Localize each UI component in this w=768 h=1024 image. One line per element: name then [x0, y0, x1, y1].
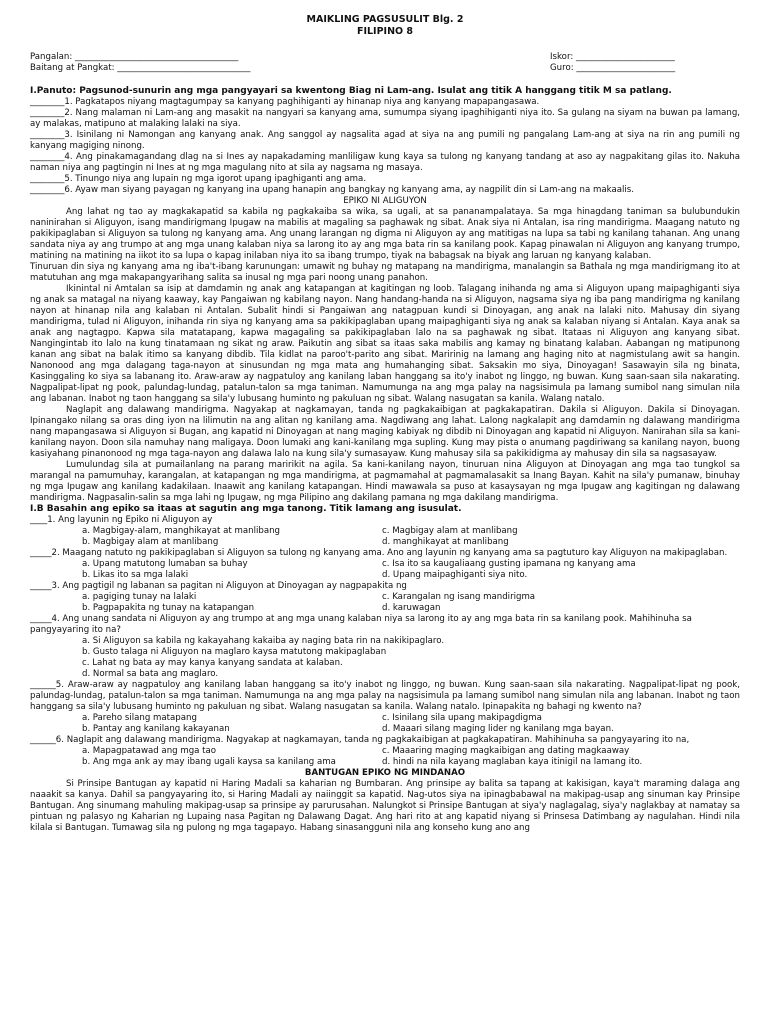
option: a. Magbigay-alam, manghikayat at manlibang — [82, 526, 280, 536]
grade-field-label: Baitang at Pangkat: _______________________________ — [30, 63, 251, 73]
score-field-label: Iskor: _______________________ — [550, 52, 675, 62]
option: b. Pantay ang kanilang kakayanan — [82, 724, 230, 734]
quiz-title: MAIKLING PAGSUSULIT Blg. 2 — [306, 14, 464, 25]
quiz-page — [30, 14, 740, 834]
name-field-label: Pangalan: ______________________________________ — [30, 52, 239, 62]
option: c. Isa ito sa kaugaliaang gusting ipamana ng kanyang ama — [382, 559, 636, 569]
option: a. pagiging tunay na lalaki — [82, 592, 197, 602]
part1-item: ________3. Isinilang ni Namongan ang kanyang anak. Ang sanggol ay nagsalita agad at siya na ang pumili ng pangalang Lam-ang at siya na rin ang pumili ng kanyang magiging ninong. — [30, 130, 740, 151]
student-info — [30, 52, 740, 74]
epic1-paragraph: Tinuruan din siya ng kanyang ama ng iba't-ibang karunungan: umawit ng buhay ng matapang na mandirigma, manalangin sa Bathala ng mga mandirigmang ito at matutuhan ang mga makapangyarihang salita sa inusal ng mga pari noong unang panahon. — [30, 262, 740, 283]
epic1-paragraph: Ikinintal ni Amtalan sa isip at damdamin ng anak ang katapangan at kagitingan ng loob. Talagang inihanda ng ama si Aliguyon upang maipaghiganti siya ng anak sa matagal na niyang kaaway, kay Pangaiwan ng kabilang nayon. Nang handang-handa na si Aliguyon, nagsama siya ng iba pang mandirigma ng kanilang nayon at hinanap nila ang kalaban ni Antalan. Subalit hindi si Pangaiwan ang natagpuan kundi si Dinoyagan, ang anak na lalaki nito. Mahusay din siyang mandirigma, tulad ni Aliguyon, inihanda rin siya ng kanyang ama sa pakikipaglaban upang maipaghiganti siya ng anak sa kalaban niyang si Antalan. Kaya anak sa anak ang nagtagpo. Kapwa sila matatapang, kapwa magagaling sa pakikipaglaban lalo na sa paghawak ng sibat. Itataas ni Aliguyon ang kanyang sibat. Nangingintab ito lalo na kung tinatamaan ng sikat ng araw. Paikutin ang sibat sa itaas saka mabilis ang kamay ng binatang kalaban. Aabangan ng matipunong kanan ang sibat na balak itimo sa kanyang dibdib. Tila kidlat na paroo't-parito ang sibat. Maririnig na lamang ang haging nito at nagmistulang awit sa hangin. Nanonood ang mga dalagang taga-nayon at sinusundan ng mga mata ang humahanging sibat. Saksakin mo siya, Dinoyagan! Sasawayin sila ng binata, Kasinggaling ko siya sa labanang ito. Araw-araw ay nagpatuloy ang kanilang laban hanggang sa ito'y inabot ng linggo, ng buwan. Kung saan-saan sila nakarating. Nagpalipat-lipat ng pook, palundag-lundag, patalun-talon sa mga taniman. Namumunga na ang mga palay na nagsisimula pa lamang sumibol nang simulan nila ang labanan. Inabot ng taon hanggang sa sila'y lubusang huminto ng pakuluan ng sibat. Walang nasugatan sa kanila. Walang natalo. — [30, 284, 740, 404]
option: a. Upang matutong lumaban sa buhay — [82, 559, 248, 569]
option: c. Magbigay alam at manlibang — [382, 526, 518, 536]
option: a. Pareho silang matapang — [82, 713, 197, 723]
option: c. Maaaring maging magkaibigan ang dating magkaaway — [382, 746, 630, 756]
part1-item: ________4. Ang pinakamagandang dlag na si Ines ay napakadaming manliligaw kung kaya sa tulong ng kanyang tandang at aso ay nagpakitang gilas ito. Nakuha naman niya ang pagtingin ni Ines at ng mga magulang nito at sila ay nagsama ng masaya. — [30, 152, 740, 173]
question-4: _____4. Ang unang sandata ni Aliguyon ay ang trumpo at ang mga unang kalaban niya sa larong ito ay ang mga bata rin sa kanilang pook. Mahihinuha sa pangyayaring ito na? — [30, 614, 692, 635]
option: b. Likas ito sa mga lalaki — [82, 570, 189, 580]
part1-item: ________6. Ayaw man siyang payagan ng kanyang ina upang hanapin ang bangkay ng kanyang ama, ay nagpilit din si Lam-ang na makaalis. — [30, 185, 634, 195]
option: d. manghikayat at manlibang — [382, 537, 509, 547]
option: d. Normal sa bata ang maglaro. — [82, 669, 219, 679]
option: a. Mapagpatawad ang mga tao — [82, 746, 217, 756]
epic1-paragraph: Lumulundag sila at pumailanlang na parang maririkit na agila. Sa kani-kanilang nayon, tinuruan nina Aliguyon at Dinoyagan ang mga tao tungkol sa marangal na pamumuhay, karangalan, at katapangan ng mga mandirigma, at pagmamahal at pagmamalasakit sa Inang Bayan. Kahit na sila'y pumanaw, binuhay ng mga Ipugaw ang kanilang kadakilaan. Inaawit ang kanilang katapangan. Hindi mawawala sa puso at kasaysayan ng mga Ipugaw ang kagitingan ng dalawang mandirigma. Nagpasalin-salin sa mga lahi ng Ipugaw, ng mga Pilipino ang dakilang pamana ng mga dakilang mandirigma. — [30, 460, 740, 503]
question-2: _____2. Maagang natuto ng pakikipaglaban si Aliguyon sa tulong ng kanyang ama. Ano ang layunin ng kanyang ama sa pagtuturo kay Aliguyon na makipaglaban. — [30, 548, 728, 558]
question-6-options — [30, 746, 740, 768]
part1-item: ________2. Nang malaman ni Lam-ang ang masakit na nangyari sa kanyang ama, sumumpa siyang ipaghihiganti niya ito. Sa gulang na siyam na buwan pa lamang, ay malakas, matipuno at malaking lalaki na siya. — [30, 108, 740, 129]
epic1-paragraph: Ang lahat ng tao ay magkakapatid sa kabila ng pagkakaiba sa wika, sa ugali, at sa pananampalataya. Sa mga hinagdang taniman sa bulubundukin naninirahan si Aliguyon, isang mandirigmang Ipugaw na mabilis at magaling sa paghawak ng sibat. Anak siya ni Antalan, isa ring mandirigma. Maagang natuto ng pakikipaglaban si Aliguyon sa tulong ng kanyang ama. Ang unang larangan ng digma ni Aliguyon ay ang matitigas na lupa sa tabi ng kanilang tahanan. Ang unang sandata niya ay ang trumpo at ang mga unang kalaban niya sa larong ito ay ang mga bata rin sa kanilang pook. Kapag pinawalan ni Aliguyon ang kanyang trumpo, matining na matining na iikot ito sa lupa o kapag inilaban niya ito sa ibang trumpo, tiyak na babagsak na biyak ang laruan ng kanyang kalaban. — [30, 207, 740, 261]
epic1-paragraph: Naglapit ang dalawang mandirigma. Nagyakap at nagkamayan, tanda ng pagkakaibigan at pagkakapatiran. Dakila si Aliguyon. Dakila si Dinoyagan. Ipinangako nilang sa oras ding iyon na lilimutin na ang alitan ng kanilang ama. Nagdiwang ang lahat. Lalong nagkalapit ang damdamin ng dalawang mandirigma nang mapangasawa si Aliguyon si Bugan, ang kapatid ni Dinoyagan at nang maging kabiyak ng dibdib ni Dinoyagan ang kapatid ni Aliguyon. Nanirahan sila sa kani-kanilang nayon. Doon sila namuhay nang maligaya. Doon lumaki ang kani-kanilang mga supling. Kung may pista o anumang pagdiriwang sa kanilang nayon, buong kasiyahang pinanonood ng mga taga-nayon ang dalawa lalo na kung sila'y sumasayaw. Kung mahusay sila sa pakikidigma ay mahusay din sila sa nagsasayaw. — [30, 405, 740, 459]
option: d. Maaari silang maging lider ng kanilang mga bayan. — [382, 724, 614, 734]
option: b. Pagpapakita ng tunay na katapangan — [82, 603, 255, 613]
part1-item: ________5. Tinungo niya ang lupain ng mga igorot upang ipaghiganti ang ama. — [30, 174, 367, 184]
question-5: ______5. Araw-araw ay nagpatuloy ang kanilang laban hanggang sa ito'y inabot ng linggo, ng buwan. Kung saan-saan sila nakarating. Nagpalipat-lipat ng pook, palundag-lundag, patalun-talon sa mga taniman. Namumunga na ang mga palay na nagsisimula pa lamang sumibol nang simulan nila ang labanan. Inabot ng taon hanggang sa sila'y lubusang huminto ng pakuluan ng sibat. Walang nasugatan sa kanila. Walang natalo. Ipinapakita ng bahagi ng kwento na? — [30, 680, 740, 712]
option: b. Magbigay alam at manlibang — [82, 537, 219, 547]
option: b. Ang mga ank ay may ibang ugali kaysa sa kanilang ama — [82, 757, 336, 767]
question-5-options — [30, 713, 740, 735]
part1-instruction: I.Panuto: Pagsunod-sunurin ang mga pangyayari sa kwentong Biag ni Lam-ang. Isulat ang titik A hanggang titik M sa patlang. — [30, 86, 672, 96]
epic2-paragraph: Si Prinsipe Bantugan ay kapatid ni Haring Madali sa kaharian ng Bumbaran. Ang prinsipe ay balita sa tapang at kakisigan, kaya't maraming dalaga ang naaakit sa kanya. Dahil sa pangyayaring ito, si Haring Madali ay naiinggit sa kapatid. Nag-utos siya na ipinagbabawal na makipag-usap ang sinuman kay Prinsipe Bantugan. Ang sinumang mahuling makipag-usap sa prinsipe ay parurusahan. Nalungkot si Prinsipe Bantugan at siya'y naglagalag, siya'y naglakbay at namatay sa pintuan ng palasyo ng Kaharian ng Lupaing nasa Pagitan ng Dalawang Dagat. Ang hari rito at ang kapatid niyang si Prinsesa Datimbang ay nagulahan. Hindi nila kilala si Bantugan. Tumawag sila ng pulong ng mga tagapayo. Habang sinasangguni nila ang konseho kung ano ang — [30, 779, 740, 833]
question-2-options — [30, 559, 740, 581]
question-1-options — [30, 526, 740, 548]
question-6: ______6. Naglapit ang dalawang mandirigma. Nagyakap at nagkamayan, tanda ng pagkakaibigan at pagkakapatiran. Mahihinuha sa pangyayaring ito na, — [30, 735, 690, 745]
teacher-field-label: Guro: _______________________ — [550, 63, 676, 73]
option: d. karuwagan — [382, 603, 441, 613]
question-4-options — [30, 636, 740, 680]
question-3-options — [30, 592, 740, 614]
option: a. Si Aliguyon sa kabila ng kakayahang kakaiba ay naging bata rin na nakikipaglaro. — [82, 636, 445, 646]
option: c. Isinilang sila upang makipagdigma — [382, 713, 542, 723]
question-1: ____1. Ang layunin ng Epiko ni Aliguyon ay — [30, 515, 213, 525]
part2-instruction: I.B Basahin ang epiko sa itaas at sagutin ang mga tanong. Titik lamang ang isusulat. — [30, 504, 462, 514]
part1-item: ________1. Pagkatapos niyang magtagumpay sa kanyang paghihiganti ay hinanap niya ang kanyang mapapangasawa. — [30, 97, 540, 107]
option: b. Gusto talaga ni Aliguyon na maglaro kaysa matutong makipaglaban — [82, 647, 387, 657]
option: c. Lahat ng bata ay may kanya kanyang sandata at kalaban. — [82, 658, 343, 668]
epic2-title: BANTUGAN EPIKO NG MINDANAO — [304, 768, 466, 778]
option: d. hindi na nila kayang maglaban kaya itinigil na lamang ito. — [382, 757, 643, 767]
option: d. Upang maipaghiganti siya nito. — [382, 570, 528, 580]
question-3: _____3. Ang pagtigil ng labanan sa pagitan ni Aliguyon at Dinoyagan ay nagpapakita ng — [30, 581, 407, 591]
epic1-title: EPIKO NI ALIGUYON — [343, 196, 427, 206]
option: c. Karangalan ng isang mandirigma — [382, 592, 536, 602]
quiz-subject: FILIPINO 8 — [356, 26, 414, 37]
